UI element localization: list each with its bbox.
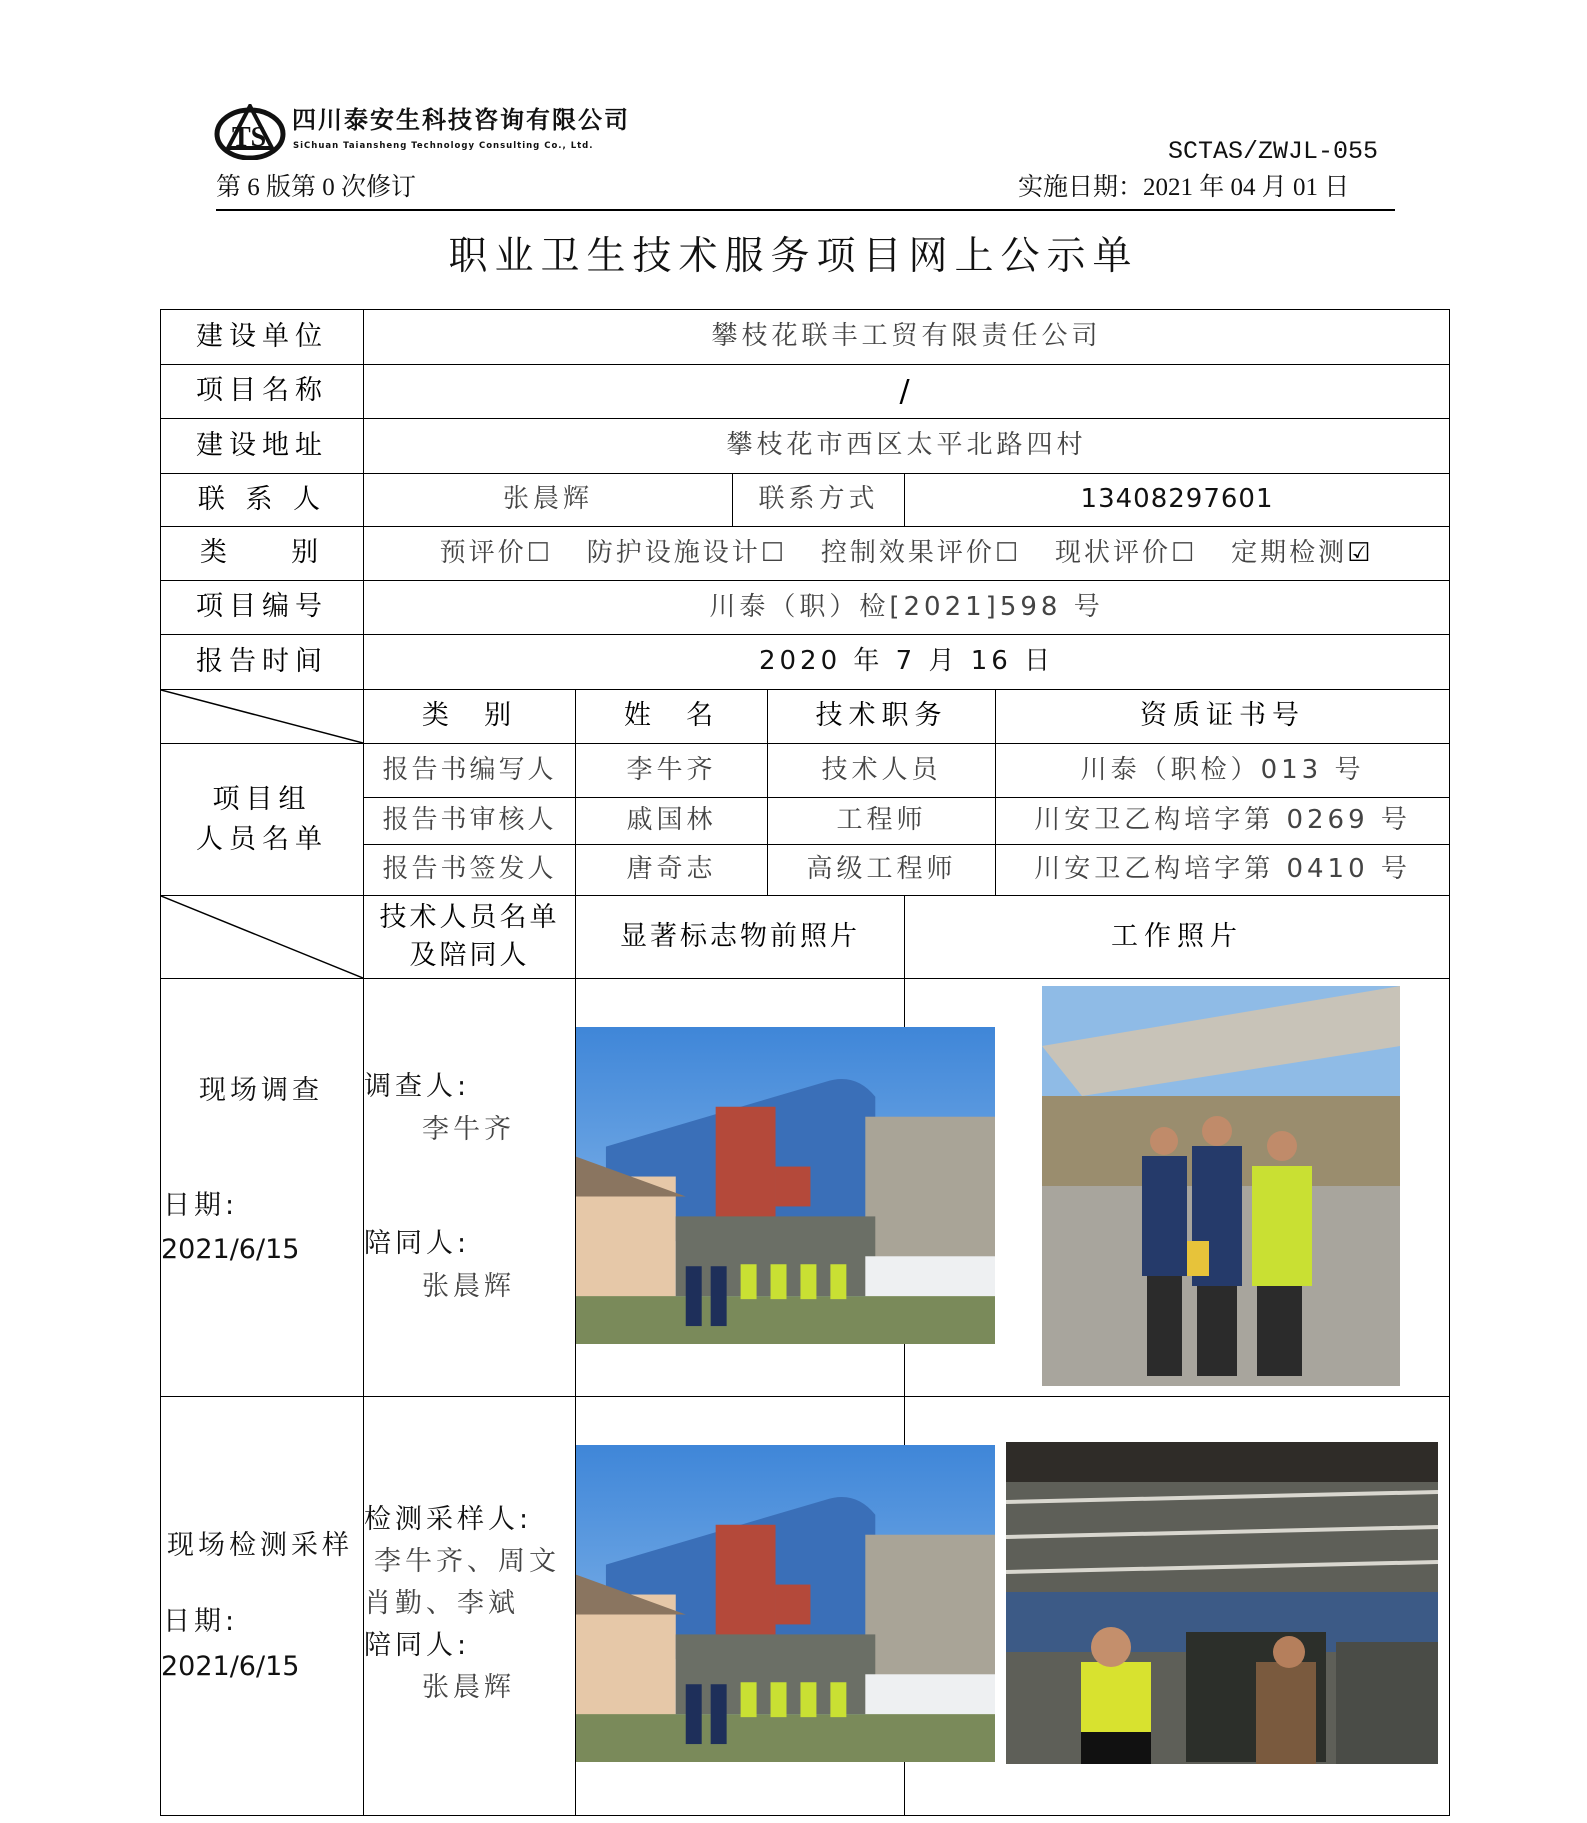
photo-header-staff-line2: 及陪同人: [409, 940, 530, 971]
category-option-protection-design[interactable]: [587, 538, 787, 568]
page-title: 职业卫生技术服务项目网上公示单: [448, 234, 1139, 279]
investigator-label: 调查人:: [364, 1071, 471, 1102]
option-label: 预评价: [439, 537, 527, 568]
project-value: /: [364, 365, 1450, 419]
team-role: 报告书编写人: [364, 744, 576, 798]
revision: 第 6 版第 0 次修订: [216, 174, 417, 201]
team-name: 唐奇志: [576, 845, 768, 896]
option-label: 现状评价: [1055, 537, 1172, 568]
checkbox[interactable]: ☐: [994, 537, 1022, 568]
team-role: 报告书签发人: [364, 845, 576, 896]
sampling-date: 2021/6/15: [161, 1651, 300, 1682]
phone-value: 13408297601: [905, 474, 1450, 527]
sampling-companion-label: 陪同人:: [364, 1630, 471, 1661]
checkbox-checked[interactable]: ☑: [1347, 537, 1374, 568]
svg-text:TS: TS: [232, 122, 267, 153]
landmark-photo-survey: [576, 1027, 995, 1344]
team-name: 李牛齐: [576, 744, 768, 798]
contact-value: 张晨辉: [364, 474, 733, 527]
work-photo-sampling: [1006, 1442, 1438, 1764]
photo-header-landmark: 显著标志物前照片: [576, 896, 905, 979]
code-label: 项目编号: [161, 581, 364, 635]
team-header-cert: 资质证书号: [996, 690, 1450, 744]
unit-value: 攀枝花联丰工贸有限责任公司: [364, 310, 1450, 365]
team-header-name: 姓 名: [576, 690, 768, 744]
team-role: 报告书审核人: [364, 798, 576, 845]
category-option-control-evaluation[interactable]: [821, 538, 1021, 568]
option-label: 定期检测: [1231, 537, 1348, 568]
photo-header-staff: [364, 896, 576, 979]
category-option-status-evaluation[interactable]: [1055, 538, 1197, 568]
survey-date-label: 日期:: [163, 1190, 239, 1221]
category-option-pre-evaluation[interactable]: [440, 538, 553, 568]
survey-date: 2021/6/15: [161, 1234, 300, 1265]
team-group-label: [161, 744, 364, 896]
team-name: 戚国林: [576, 798, 768, 845]
survey-staff-cell: [364, 979, 576, 1397]
report-time-label: 报告时间: [161, 635, 364, 690]
sampling-date-label: 日期:: [163, 1606, 239, 1637]
address-label: 建设地址: [161, 419, 364, 474]
survey-companion-name: 张晨辉: [422, 1271, 515, 1302]
category-option-periodic-testing[interactable]: [1231, 538, 1373, 568]
samplers-line1: 李牛齐、周文: [374, 1546, 560, 1577]
team-title: 工程师: [768, 798, 996, 845]
team-title: 技术人员: [768, 744, 996, 798]
option-label: 防护设施设计: [586, 537, 761, 568]
samplers-line2: 肖勤、李斌: [364, 1588, 519, 1619]
sampler-label: 检测采样人:: [364, 1504, 533, 1535]
company-name-en: SiChuan Taiansheng Technology Consulting Co., Ltd.: [293, 141, 594, 151]
diagonal-cell: [161, 690, 364, 744]
team-header-title: 技术职务: [768, 690, 996, 744]
team-title: 高级工程师: [768, 845, 996, 896]
option-label: 控制效果评价: [820, 537, 995, 568]
address-value: 攀枝花市西区太平北路四村: [364, 419, 1450, 474]
checkbox[interactable]: ☐: [760, 537, 788, 568]
survey-label: 现场调查: [199, 1075, 323, 1106]
photo-header-work: 工作照片: [905, 896, 1450, 979]
doc-code: SCTAS/ZWJL-055: [1168, 137, 1379, 166]
survey-companion-label: 陪同人:: [364, 1228, 471, 1259]
diagonal-cell: [161, 896, 364, 979]
checkbox[interactable]: ☐: [1171, 537, 1198, 568]
team-group-label-line1: 项目组: [212, 783, 312, 815]
team-header-role: 类 别: [364, 690, 576, 744]
phone-label: 联系方式: [733, 474, 905, 527]
effective-date: 实施日期：2021 年 04 月 01 日: [1018, 174, 1350, 201]
team-cert: 川泰（职检）013 号: [996, 744, 1450, 798]
work-photo-survey: [1042, 986, 1400, 1386]
investigator-name: 李牛齐: [422, 1114, 515, 1145]
report-time-value: 2020 年 7 月 16 日: [364, 635, 1450, 690]
code-value: 川泰（职）检[2021]598 号: [364, 581, 1450, 635]
team-cert: 川安卫乙构培字第 0410 号: [996, 845, 1450, 896]
company-logo: [214, 104, 286, 160]
sampling-label: 现场检测采样: [167, 1530, 353, 1561]
photo-header-staff-line1: 技术人员名单: [379, 902, 560, 933]
sampling-companion-name: 张晨辉: [422, 1672, 515, 1703]
header-divider: [216, 209, 1395, 211]
team-group-label-line2: 人员名单: [196, 823, 328, 855]
category-options: [364, 527, 1450, 581]
contact-label: 联 系 人: [161, 474, 364, 527]
checkbox[interactable]: ☐: [526, 537, 553, 568]
unit-label: 建设单位: [161, 310, 364, 365]
project-label: 项目名称: [161, 365, 364, 419]
category-label: 类 别: [161, 527, 364, 581]
team-cert: 川安卫乙构培字第 0269 号: [996, 798, 1450, 845]
company-name-cn: 四川泰安生科技咨询有限公司: [292, 106, 630, 134]
landmark-photo-sampling: [576, 1445, 995, 1762]
survey-label-cell: [161, 979, 364, 1397]
